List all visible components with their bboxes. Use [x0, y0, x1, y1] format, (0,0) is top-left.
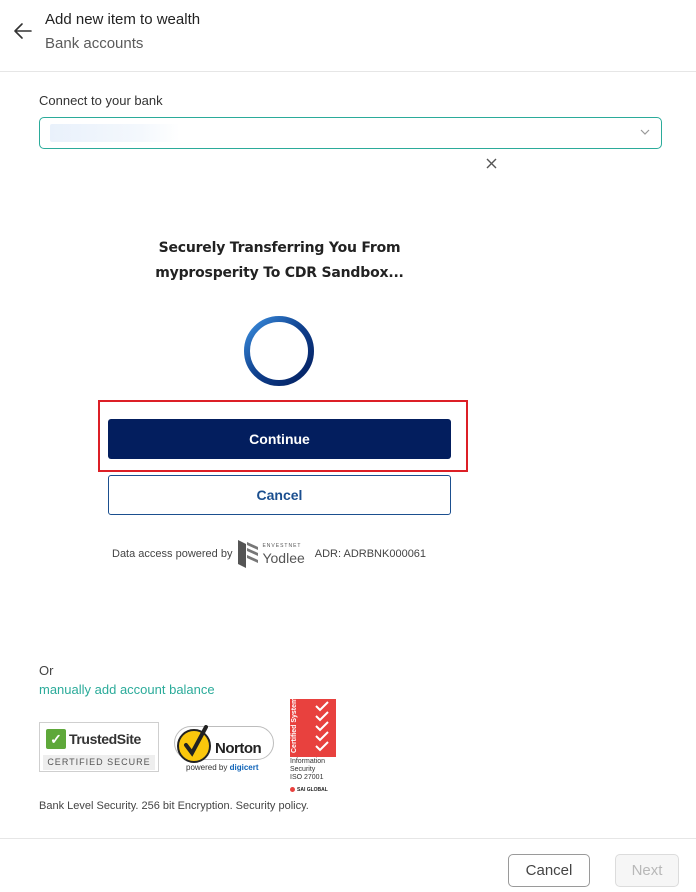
adr-number: ADR: ADRBNK000061	[314, 548, 427, 560]
sai-badge-block	[290, 699, 336, 757]
sai-info-text	[290, 758, 340, 782]
cancel-button[interactable]: Cancel	[108, 475, 451, 515]
sai-dot-icon	[290, 787, 295, 792]
trustedsite-name: TrustedSite	[69, 731, 141, 747]
sai-info-line-2: Security	[290, 766, 316, 773]
trustedsite-badge[interactable]	[39, 722, 159, 772]
powered-by-row	[112, 538, 426, 570]
page-subtitle: Bank accounts	[45, 35, 144, 52]
check-icon: ✓	[46, 729, 66, 749]
transfer-line-1: Securely Transferring You From	[158, 240, 401, 256]
loading-spinner-icon	[242, 314, 316, 388]
close-icon[interactable]	[485, 157, 498, 170]
sai-info-line-1: Information	[290, 758, 326, 765]
transfer-message	[108, 236, 451, 286]
manual-add-balance-link[interactable]: manually add account balance	[39, 682, 215, 697]
sai-global-text: SAI GLOBAL	[297, 787, 328, 793]
footer-cancel-button[interactable]: Cancel	[508, 854, 590, 887]
footer-next-button[interactable]: Next	[615, 854, 679, 887]
transfer-line-2: myprosperity To CDR Sandbox...	[155, 265, 404, 281]
norton-name: Norton	[215, 740, 262, 757]
powered-by-label: Data access powered by	[112, 548, 233, 560]
sai-global-label	[290, 787, 328, 793]
yodlee-text: Yodlee	[262, 549, 305, 566]
sai-global-badge	[290, 699, 338, 794]
chevron-down-icon	[639, 126, 651, 138]
envestnet-text: ENVESTNET	[262, 542, 302, 549]
bank-select-dropdown[interactable]	[39, 117, 662, 149]
norton-pill	[174, 726, 274, 760]
yodlee-logo	[238, 539, 304, 569]
bank-select-value	[50, 124, 180, 142]
connect-bank-label: Connect to your bank	[39, 93, 163, 108]
continue-button[interactable]: Continue	[108, 419, 451, 459]
page-header	[0, 0, 696, 72]
norton-powered-by	[186, 763, 259, 772]
norton-check-icon	[182, 725, 208, 759]
security-statement: Bank Level Security. 256 bit Encryption. Security policy.	[39, 800, 309, 812]
sai-certified-text: Certified System	[291, 697, 298, 753]
footer-bar	[0, 838, 696, 892]
back-arrow-icon[interactable]	[12, 20, 34, 42]
trustedsite-subtitle: CERTIFIED SECURE	[43, 755, 155, 770]
or-label: Or	[39, 663, 54, 678]
digicert-name: digicert	[229, 763, 259, 772]
norton-badge[interactable]	[174, 720, 276, 778]
sai-info-line-3: ISO 27001	[290, 774, 324, 781]
page-title: Add new item to wealth	[45, 11, 201, 28]
envestnet-logo-icon	[238, 539, 258, 569]
sai-check-icon	[314, 701, 334, 755]
norton-powered-prefix: powered by	[186, 763, 228, 772]
